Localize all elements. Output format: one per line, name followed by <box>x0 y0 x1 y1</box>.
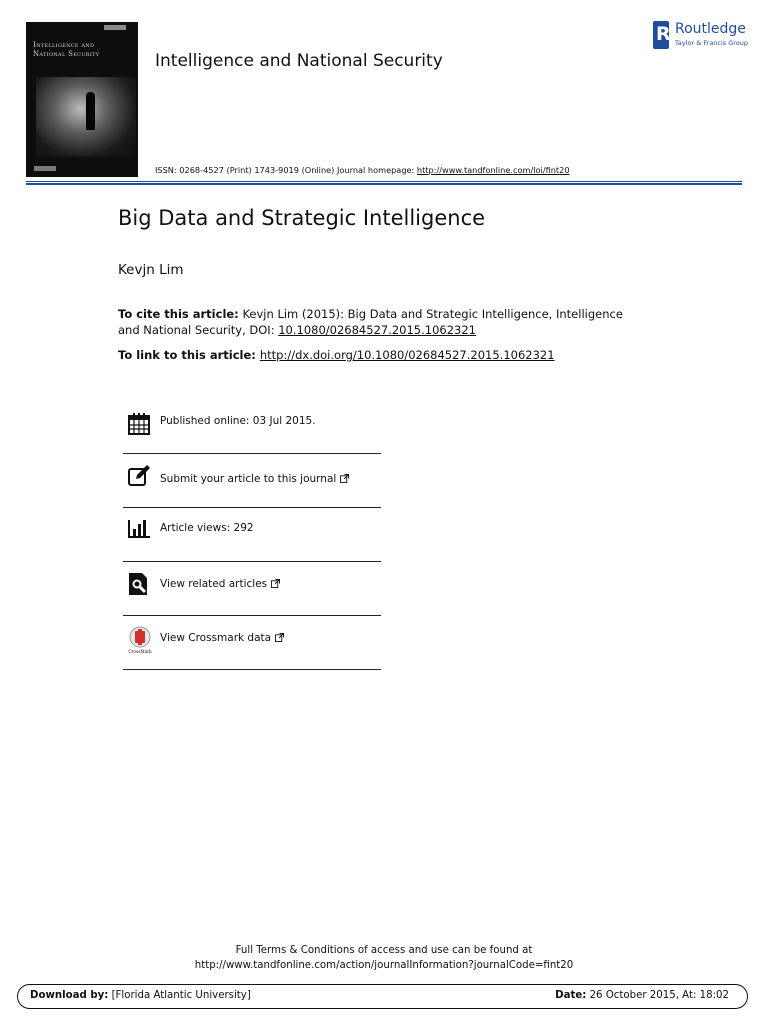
published-online-row <box>123 400 381 454</box>
external-link-icon <box>271 579 280 588</box>
article-views-text: Article views: 292 <box>160 522 254 534</box>
citation-block <box>118 307 648 338</box>
download-by: Download by: [Florida Atlantic University] <box>30 990 251 1001</box>
publisher-name: Routledge <box>675 21 746 37</box>
crossmark-row[interactable] <box>123 616 381 670</box>
crossmark-icon <box>127 626 153 654</box>
published-online-text: Published online: 03 Jul 2015. <box>160 415 316 427</box>
cover-tag <box>104 25 126 30</box>
cover-title: Intelligence and National Security <box>33 41 100 58</box>
header-divider-thick <box>26 183 742 185</box>
related-articles-icon <box>127 572 151 596</box>
issn-line: ISSN: 0268-4527 (Print) 1743-9019 (Online) Journal homepage: http://www.tandfonline.com/loi/fint20 <box>155 165 570 175</box>
submit-article-link[interactable]: Submit your article to this journal <box>160 473 337 485</box>
submit-article-row[interactable] <box>123 454 381 508</box>
journal-title: Intelligence and National Security <box>155 51 443 71</box>
external-link-icon <box>275 633 284 642</box>
related-articles-row[interactable] <box>123 562 381 616</box>
publisher-group: Taylor & Francis Group <box>675 39 749 47</box>
crossmark-link[interactable]: View Crossmark data <box>160 632 272 644</box>
related-articles-link[interactable]: View related articles <box>160 578 268 590</box>
article-views-row <box>123 508 381 562</box>
cite-text: Kevjn Lim (2015): Big Data and Strategic Intelligence, Intelligence and National Security, DOI: <box>118 307 623 337</box>
journal-homepage-link[interactable]: http://www.tandfonline.com/loi/fint20 <box>416 165 570 175</box>
crossmark-badge-text: CrossMark <box>128 649 152 654</box>
doi-link[interactable]: 10.1080/02684527.2015.1062321 <box>278 322 476 337</box>
routledge-logo-icon: R <box>653 21 669 49</box>
cite-label: To cite this article: <box>118 307 239 321</box>
cover-publisher-mark <box>34 166 56 171</box>
download-date: Date: 26 October 2015, At: 18:02 <box>555 990 729 1001</box>
calendar-icon <box>127 412 151 436</box>
cover-figure <box>86 92 95 130</box>
terms-and-conditions <box>0 943 768 973</box>
article-link-line <box>118 348 678 362</box>
edit-icon <box>127 464 151 488</box>
article-author: Kevjn Lim <box>118 262 184 278</box>
external-link-icon <box>340 474 349 483</box>
article-url-link[interactable]: http://dx.doi.org/10.1080/02684527.2015.1062321 <box>259 348 555 362</box>
journal-cover-image <box>26 22 138 177</box>
terms-url-link[interactable]: http://www.tandfonline.com/action/journalInformation?journalCode=fint20 <box>194 960 574 971</box>
terms-line-1: Full Terms & Conditions of access and use can be found at <box>235 945 533 956</box>
article-info-list <box>123 400 381 670</box>
link-label: To link to this article: <box>118 348 260 362</box>
article-title: Big Data and Strategic Intelligence <box>118 206 486 230</box>
download-info-bar <box>17 984 748 1009</box>
header-divider <box>26 181 742 182</box>
bar-chart-icon <box>127 516 151 540</box>
